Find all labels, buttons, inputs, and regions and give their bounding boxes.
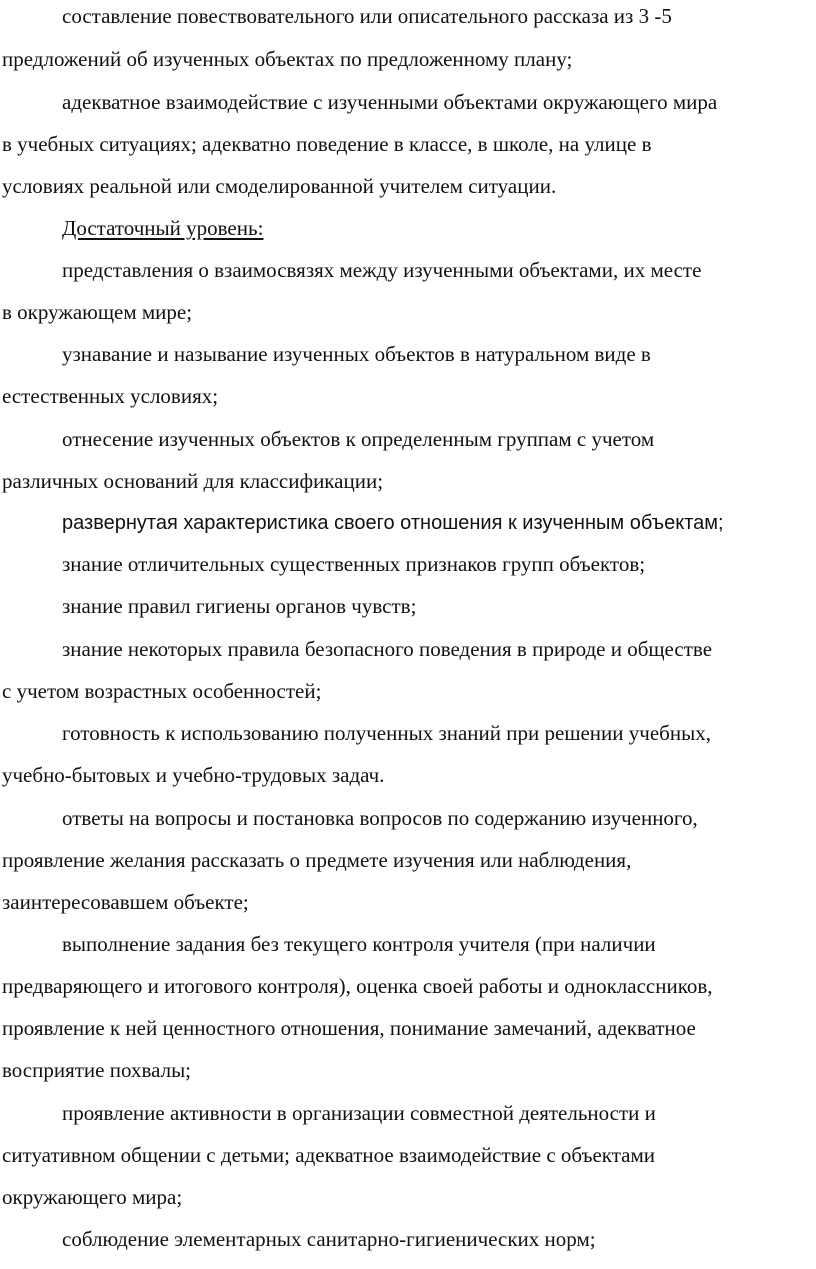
text-line: проявление активности в организации совместной деятельности и — [62, 1101, 656, 1125]
text-line: учебно-бытовых и учебно-трудовых задач. — [2, 763, 385, 787]
text-line: восприятие похвалы; — [2, 1058, 192, 1082]
text-line: адекватное взаимодействие с изученными объектами окружающего мира — [62, 90, 718, 114]
text-line: заинтересовавшем объекте; — [2, 890, 249, 914]
text-line: выполнение задания без текущего контроля учителя (при наличии — [62, 932, 656, 956]
section-heading: Достаточный уровень: — [62, 216, 264, 240]
text-line: составление повествовательного или описательного рассказа из 3 -5 — [62, 4, 672, 28]
text-line: проявление к ней ценностного отношения, понимание замечаний, адекватное — [2, 1016, 696, 1040]
text-line: ситуативном общении с детьми; адекватное взаимодействие с объектами — [2, 1143, 655, 1167]
text-line: знание отличительных существенных признаков групп объектов; — [62, 552, 646, 576]
text-line: отнесение изученных объектов к определенным группам с учетом — [62, 427, 655, 451]
text-line: различных оснований для классификации; — [2, 469, 384, 493]
text-line: с учетом возрастных особенностей; — [2, 679, 322, 703]
text-line: ответы на вопросы и постановка вопросов по содержанию изученного, — [62, 806, 698, 830]
text-line: предложений об изученных объектах по предложенному плану; — [2, 47, 573, 71]
text-line: знание правил гигиены органов чувств; — [62, 594, 417, 618]
text-line: знание некоторых правила безопасного поведения в природе и обществе — [62, 637, 713, 661]
text-line: готовность к использованию полученных знаний при решении учебных, — [62, 721, 711, 745]
text-line: естественных условиях; — [2, 384, 219, 408]
text-line: в учебных ситуациях; адекватно поведение в классе, в школе, на улице в — [2, 132, 652, 156]
text-line: в окружающем мире; — [2, 300, 193, 324]
text-line: окружающего мира; — [2, 1185, 183, 1209]
text-line: предваряющего и итогового контроля), оценка своей работы и одноклассников, — [2, 974, 713, 998]
text-line: узнавание и называние изученных объектов в натуральном виде в — [62, 342, 651, 366]
text-line: проявление желания рассказать о предмете изучения или наблюдения, — [2, 848, 632, 872]
text-line: представления о взаимосвязях между изученными объектами, их месте — [62, 258, 702, 282]
text-line: соблюдение элементарных санитарно-гигиенических норм; — [62, 1227, 596, 1251]
text-line: развернутая характеристика своего отношения к изученным объектам; — [62, 512, 724, 534]
text-line: условиях реальной или смоделированной учителем ситуации. — [2, 174, 557, 198]
